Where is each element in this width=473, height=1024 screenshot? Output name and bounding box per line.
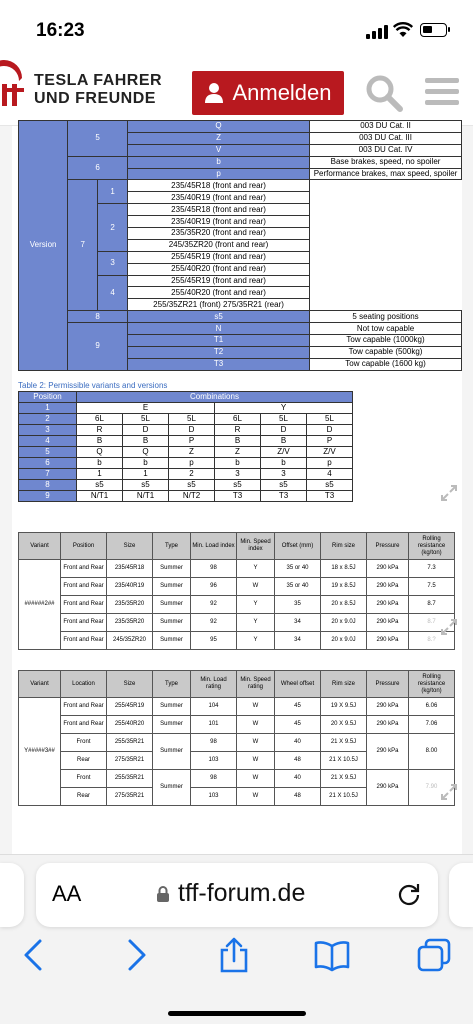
table-cell: 235/45R18 [107,560,153,578]
tabs-icon[interactable] [416,937,452,973]
position-number: 8 [68,311,128,323]
combination-cell: 3 [261,469,307,480]
expand-icon[interactable] [440,783,458,801]
position-number: 5 [19,447,77,458]
variant-code: Y#####3## [19,698,61,806]
option-description: 003 DU Cat. II [310,121,462,133]
table-row [19,671,455,698]
column-header: Rim size [321,671,367,698]
position-number: 8 [19,480,77,491]
tyre-description: 255/45R19 (front and rear) [128,251,310,263]
table-cell: W [237,734,275,752]
combination-cell: N/T2 [169,491,215,502]
table-cell: 275/35R21 [107,788,153,806]
table-cell: 95 [191,632,237,650]
table-cell: 20 x 8.5J [321,596,367,614]
reload-icon[interactable] [396,881,422,907]
column-header: Variant [19,671,61,698]
column-header: Offset (mm) [275,533,321,560]
option-description: Performance brakes, max speed, spoiler [310,168,462,180]
option-code: Q [128,121,310,133]
browser-toolbar [0,854,473,1024]
combination-cell: Z [215,447,261,458]
text-size-button[interactable] [52,881,81,907]
table-row [19,716,455,734]
table-row [19,323,462,335]
column-header: Size [107,671,153,698]
combination-cell: s5 [169,480,215,491]
status-time: 16:23 [36,20,85,41]
brand-line-1: TESLA FAHRER [34,72,163,89]
option-code: Z [128,132,310,144]
tyre-description: 235/40R19 (front and rear) [128,192,310,204]
column-header: Variant [19,533,61,560]
table-cell: 40 [275,734,321,752]
table-cell: 21 X 9.5J [321,734,367,752]
table-cell: 20 x 9.0J [321,614,367,632]
table-cell: 103 [191,752,237,770]
table-cell: 8.? [409,632,455,650]
option-code: T1 [128,335,310,347]
table-cell: Summer [153,632,191,650]
table-cell: 92 [191,596,237,614]
version-label: Version [19,121,68,371]
combination-cell: D [123,425,169,436]
table-cell: 290 kPa [367,632,409,650]
table-cell: W [237,752,275,770]
sub-option-number: 4 [98,275,128,311]
option-description: 003 DU Cat. IV [310,144,462,156]
table-cell: 275/35R21 [107,752,153,770]
address-bar[interactable] [36,863,438,927]
previous-tab-peek[interactable] [0,863,24,927]
tyre-table-variant-y [18,670,455,806]
table-cell: 255/45R19 [107,698,153,716]
option-description: Base brakes, speed, no spoiler [310,156,462,168]
option-code: p [128,168,310,180]
table-cell: Front [61,734,107,752]
tyre-description: 235/45R18 (front and rear) [128,204,310,216]
combination-cell: b [77,458,123,469]
position-header: Position [19,392,77,403]
table-cell: Front and Rear [61,716,107,734]
document-image [12,121,462,854]
table-cell: Rear [61,788,107,806]
site-header [0,60,473,126]
tyre-description: 255/40R20 (front and rear) [128,287,310,299]
table-row [19,596,455,614]
combination-cell: 2 [169,469,215,480]
combination-cell: s5 [215,480,261,491]
table-cell: Y [237,596,275,614]
table-cell: Summer [153,578,191,596]
variants-table [18,391,353,502]
next-tab-peek[interactable] [449,863,473,927]
combination-cell: 6L [77,414,123,425]
column-header: Min. Load rating [191,671,237,698]
option-code: s5 [128,311,310,323]
user-icon [204,82,224,104]
option-code: V [128,144,310,156]
table-row [19,469,353,480]
table-cell: 235/35R20 [107,596,153,614]
table-cell: 21 X 10.5J [321,752,367,770]
combination-cell: B [123,436,169,447]
table-cell: W [237,770,275,788]
combination-cell: D [261,425,307,436]
option-description: 5 seating positions [310,311,462,323]
table-row [19,770,455,788]
rolling-resistance-value: 7.90 [409,770,455,806]
variant-letter: Y [215,403,353,414]
table-cell: Y [237,632,275,650]
table-row [19,311,462,323]
table-cell: 104 [191,698,237,716]
table-cell: 96 [191,578,237,596]
sub-option-number: 3 [98,251,128,275]
option-code: T3 [128,358,310,370]
position-number: 7 [19,469,77,480]
position-number: 6 [68,156,128,180]
column-header: Rim size [321,533,367,560]
column-header: Type [153,533,191,560]
column-header: Min. Speed rating [237,671,275,698]
table-cell: 19 X 9.5J [321,698,367,716]
table-row [19,403,353,414]
table-cell: Summer [153,560,191,578]
table-cell: 92 [191,614,237,632]
combination-cell: D [169,425,215,436]
table-cell: 45 [275,698,321,716]
combination-cell: b [215,458,261,469]
column-header: Pressure [367,533,409,560]
pressure-value: 290 kPa [367,734,409,770]
table-cell: 103 [191,788,237,806]
variant-letter: E [77,403,215,414]
combination-cell: s5 [261,480,307,491]
table-cell: 245/35ZR20 [107,632,153,650]
table-cell: 35 [275,596,321,614]
option-code: N [128,323,310,335]
option-code: b [128,156,310,168]
option-description: 003 DU Cat. III [310,132,462,144]
search-icon[interactable] [365,74,403,112]
table-cell: Front and Rear [61,698,107,716]
tyre-description: 235/45R18 (front and rear) [128,180,310,192]
table-cell: 290 kPa [367,716,409,734]
table-row [19,180,462,192]
bookmarks-icon[interactable] [314,937,350,973]
combination-cell: Q [123,447,169,458]
table-row [19,533,455,560]
variant-code: ######2## [19,560,61,650]
column-header: Pressure [367,671,409,698]
table-cell: Summer [153,596,191,614]
combination-cell: 1 [77,469,123,480]
url-text: tff-forum.de [178,879,306,907]
table-row [19,560,455,578]
combination-cell: s5 [307,480,353,491]
table-cell: Summer [153,614,191,632]
table-cell: 255/35R21 [107,770,153,788]
table-cell: Rear [61,752,107,770]
table-cell: 21 X 9.5J [321,770,367,788]
table-cell: 235/35R20 [107,614,153,632]
table-cell: Front and Rear [61,560,107,578]
table-cell: 98 [191,770,237,788]
combination-cell: Z/V [261,447,307,458]
position-number: 3 [19,425,77,436]
combination-cell: Z/V [307,447,353,458]
tyre-description: 255/35ZR21 (front) 275/35R21 (rear) [128,299,310,311]
table-cell: W [237,698,275,716]
table-cell: 35 or 40 [275,578,321,596]
table-row [19,458,353,469]
table-cell: 35 or 40 [275,560,321,578]
position-number: 2 [19,414,77,425]
table-cell: 21 X 10.5J [321,788,367,806]
combination-cell: T3 [215,491,261,502]
tyre-type: Summer [153,770,191,806]
table-cell: 40 [275,770,321,788]
column-header: Wheel offset [275,671,321,698]
expand-icon[interactable] [440,618,458,636]
brand-name[interactable] [34,72,162,108]
combination-cell: B [261,436,307,447]
table-cell: W [237,578,275,596]
combination-cell: R [215,425,261,436]
table-cell: Front and Rear [61,614,107,632]
table-cell: Y [237,614,275,632]
wifi-icon [393,22,413,38]
home-indicator [168,1011,306,1016]
combination-cell: b [123,458,169,469]
table-cell: 98 [191,560,237,578]
table-row [19,491,353,502]
combination-cell: Z [169,447,215,458]
combination-cell: T3 [261,491,307,502]
table-row [19,121,462,133]
table-cell: 101 [191,716,237,734]
tyre-description: 255/45R19 (front and rear) [128,275,310,287]
table-cell: 255/40R20 [107,716,153,734]
table-cell: 290 kPa [367,698,409,716]
combination-cell: B [77,436,123,447]
table-cell: 18 x 8.5J [321,560,367,578]
tyre-type: Summer [153,734,191,770]
tyre-description: 255/40R20 (front and rear) [128,263,310,275]
page-content[interactable] [0,121,473,854]
table-cell: 290 kPa [367,596,409,614]
combination-cell: 5L [169,414,215,425]
combination-cell: D [307,425,353,436]
combination-cell: s5 [123,480,169,491]
position-number: 5 [68,121,128,157]
combinations-header: Combinations [77,392,353,403]
combination-cell: s5 [77,480,123,491]
column-header: Min. Load index [191,533,237,560]
combination-cell: N/T1 [123,491,169,502]
column-header: Type [153,671,191,698]
login-button[interactable] [192,71,344,115]
combination-cell: R [77,425,123,436]
column-header: Min. Speed index [237,533,275,560]
table-cell: 290 kPa [367,614,409,632]
table-cell: 7.3 [409,560,455,578]
table-cell: 19 x 8.5J [321,578,367,596]
position-number: 9 [68,323,128,371]
tyre-description: 235/35R20 (front and rear) [128,228,310,240]
combination-cell: T3 [307,491,353,502]
table-cell: Summer [153,716,191,734]
table-row [19,614,455,632]
column-header: Location [61,671,107,698]
table-row [19,480,353,491]
table-cell: Front and Rear [61,596,107,614]
table-row [19,578,455,596]
combination-cell: P [169,436,215,447]
column-header: Position [61,533,107,560]
column-header: Size [107,533,153,560]
back-icon[interactable] [16,937,52,973]
table-row [19,632,455,650]
table-cell: 7.5 [409,578,455,596]
cellular-signal-icon [366,25,388,39]
brand-line-2: UND FREUNDE [34,90,156,107]
table-cell: 235/40R19 [107,578,153,596]
table-cell: 34 [275,632,321,650]
forward-icon[interactable] [118,937,154,973]
table-cell: 8.7 [409,614,455,632]
combination-cell: 5L [123,414,169,425]
option-description: Tow capable (500kg) [310,346,462,358]
hamburger-menu-icon[interactable] [425,78,459,106]
battery-icon [420,23,447,37]
column-header: Rolling resistance (kg/ton) [409,671,455,698]
combination-cell: N/T1 [77,491,123,502]
table-row [19,436,353,447]
sub-option-number: 2 [98,204,128,252]
table-cell: Front and Rear [61,632,107,650]
table-cell: 255/35R21 [107,734,153,752]
combination-cell: B [215,436,261,447]
table-cell: 98 [191,734,237,752]
combination-cell: P [307,436,353,447]
tyre-description: 245/35ZR20 (front and rear) [128,239,310,251]
lock-icon [156,885,170,903]
table-cell: 7.06 [409,716,455,734]
combination-cell: 5L [261,414,307,425]
table-cell: 290 kPa [367,560,409,578]
option-description: Tow capable (1000kg) [310,335,462,347]
combination-cell: 3 [215,469,261,480]
text-size-label: AA [52,881,82,906]
table-cell: 20 x 9.0J [321,632,367,650]
combination-cell: 1 [123,469,169,480]
table-row [19,392,353,403]
table-cell: 45 [275,716,321,734]
tff-logo-icon[interactable] [0,70,28,110]
option-code: T2 [128,346,310,358]
table-cell: 290 kPa [367,578,409,596]
login-label: Anmelden [232,80,332,105]
table-cell: 48 [275,752,321,770]
table-cell: Summer [153,698,191,716]
version-table [18,120,462,371]
combination-cell: 5L [307,414,353,425]
table-row [19,698,455,716]
table2-caption: Table 2: Permissible variants and versions [18,381,168,390]
sub-option-number: 1 [98,180,128,204]
combination-cell: p [169,458,215,469]
tyre-table-variant-2 [18,532,455,650]
table-cell: 34 [275,614,321,632]
position-number: 1 [19,403,77,414]
table-row [19,156,462,168]
pressure-value: 290 kPa [367,770,409,806]
option-description: Tow capable (1600 kg) [310,358,462,370]
table-cell: 48 [275,788,321,806]
table-row [19,425,353,436]
expand-icon[interactable] [440,484,458,502]
table-cell: Y [237,560,275,578]
tyre-description: 235/40R19 (front and rear) [128,216,310,228]
table-cell: Front and Rear [61,578,107,596]
table-cell: W [237,716,275,734]
option-description: Not tow capable [310,323,462,335]
table-cell: 8.7 [409,596,455,614]
table-cell: W [237,788,275,806]
combination-cell: 6L [215,414,261,425]
combination-cell: 4 [307,469,353,480]
combination-cell: p [307,458,353,469]
status-bar [0,0,473,60]
rolling-resistance-value: 8.00 [409,734,455,770]
table-cell: 20 X 9.5J [321,716,367,734]
table-row [19,447,353,458]
table-row [19,414,353,425]
position-number: 6 [19,458,77,469]
table-row [19,734,455,752]
position-number: 7 [68,180,98,311]
position-number: 4 [19,436,77,447]
combination-cell: Q [77,447,123,458]
table-cell: Front [61,770,107,788]
table-cell: 6.06 [409,698,455,716]
column-header: Rolling resistance (kg/ton) [409,533,455,560]
combination-cell: b [261,458,307,469]
position-number: 9 [19,491,77,502]
share-icon[interactable] [216,937,252,973]
